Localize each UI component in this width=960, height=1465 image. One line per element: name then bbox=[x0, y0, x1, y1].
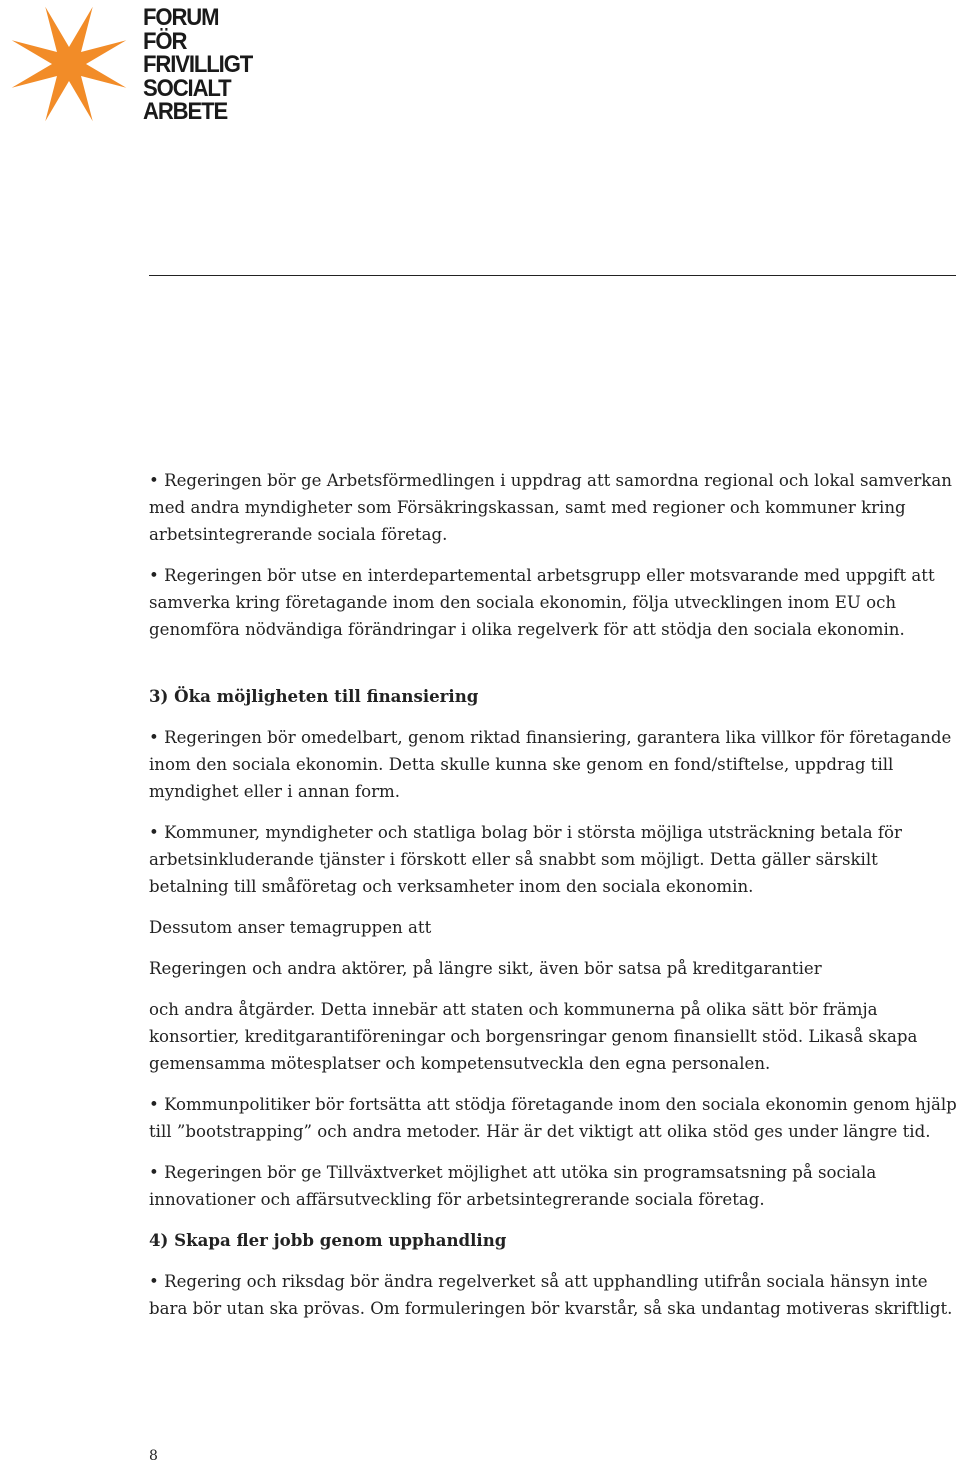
paragraph-text: Regeringen bör utse en interdepartemental arbetsgrupp eller motsvarande med uppgift att samverka kring företagande inom den sociala ekonomin, följa utvecklingen inom EU och genomföra nödvändiga förändringar i olika regelverk för att stödja den sociala ekonomin. bbox=[149, 566, 935, 639]
bullet-paragraph bbox=[149, 1159, 959, 1213]
bullet-paragraph bbox=[149, 562, 959, 643]
header-divider bbox=[149, 275, 956, 276]
paragraph: Dessutom anser temagruppen att bbox=[149, 918, 432, 937]
bullet-paragraph bbox=[149, 819, 959, 900]
paragraph: och andra åtgärder. Detta innebär att staten och kommunerna på olika sätt bör främja konsortier, kreditgarantiföreningar och borgensringar genom finansiellt stöd. Likaså skapa gemensamma mötesplatser och kompetensutveckla den egna personalen. bbox=[149, 1000, 918, 1073]
logo-text bbox=[143, 6, 252, 124]
paragraph-text: Regeringen bör omedelbart, genom riktad finansiering, garantera lika villkor för företagande inom den sociala ekonomin. Detta skulle kunna ske genom en fond/stiftelse, uppdrag till myndighet eller i annan form. bbox=[149, 728, 952, 801]
logo-line: ARBETE bbox=[143, 98, 228, 125]
logo-line: SOCIALT bbox=[143, 74, 231, 102]
paragraph: Regeringen och andra aktörer, på längre sikt, även bör satsa på kreditgarantier bbox=[149, 959, 822, 978]
logo bbox=[4, 2, 254, 126]
bullet-paragraph bbox=[149, 1268, 959, 1322]
bullet-paragraph bbox=[149, 724, 959, 805]
bullet-glyph: • bbox=[149, 471, 159, 490]
document-body bbox=[149, 467, 959, 1336]
logo-line: FRIVILLIGT bbox=[143, 51, 253, 78]
logo-line: FÖR bbox=[143, 27, 187, 55]
bullet-paragraph bbox=[149, 467, 959, 548]
bullet-glyph: • bbox=[149, 1163, 159, 1182]
bullet-glyph: • bbox=[149, 566, 159, 585]
page-number: 8 bbox=[149, 1448, 158, 1464]
star-icon bbox=[4, 2, 134, 126]
paragraph-text: Kommunpolitiker bör fortsätta att stödja företagande inom den sociala ekonomin genom hjälp till ”bootstrapping” och andra metoder. Här är det viktigt att olika stöd ges under längre tid. bbox=[149, 1095, 957, 1141]
bullet-glyph: • bbox=[149, 728, 159, 747]
section-heading: 3) Öka möjligheten till finansiering bbox=[149, 686, 479, 706]
bullet-glyph: • bbox=[149, 1272, 159, 1291]
paragraph-text: Regeringen bör ge Arbetsförmedlingen i uppdrag att samordna regional och lokal samverkan med andra myndigheter som Försäkringskassan, samt med regioner och kommuner kring arbetsintegrerande sociala företag. bbox=[149, 471, 952, 544]
section-heading: 4) Skapa fler jobb genom upphandling bbox=[149, 1230, 507, 1250]
logo-line: FORUM bbox=[143, 4, 219, 31]
bullet-glyph: • bbox=[149, 1095, 159, 1114]
paragraph-text: Regeringen bör ge Tillväxtverket möjlighet att utöka sin programsatsning på sociala innovationer och affärsutveckling för arbetsintegrerande sociala företag. bbox=[149, 1163, 877, 1209]
bullet-glyph: • bbox=[149, 823, 159, 842]
paragraph-text: Kommuner, myndigheter och statliga bolag bör i största möjliga utsträckning betala för arbetsinkluderande tjänster i förskott eller så snabbt som möjligt. Detta gäller särskilt betalning till småföretag och verksamheter inom den sociala ekonomin. bbox=[149, 823, 902, 896]
paragraph-text: Regering och riksdag bör ändra regelverket så att upphandling utifrån sociala hänsyn inte bara bör utan ska prövas. Om formuleringen bör kvarstår, så ska undantag motiveras skriftligt. bbox=[149, 1272, 953, 1318]
bullet-paragraph bbox=[149, 1091, 959, 1145]
